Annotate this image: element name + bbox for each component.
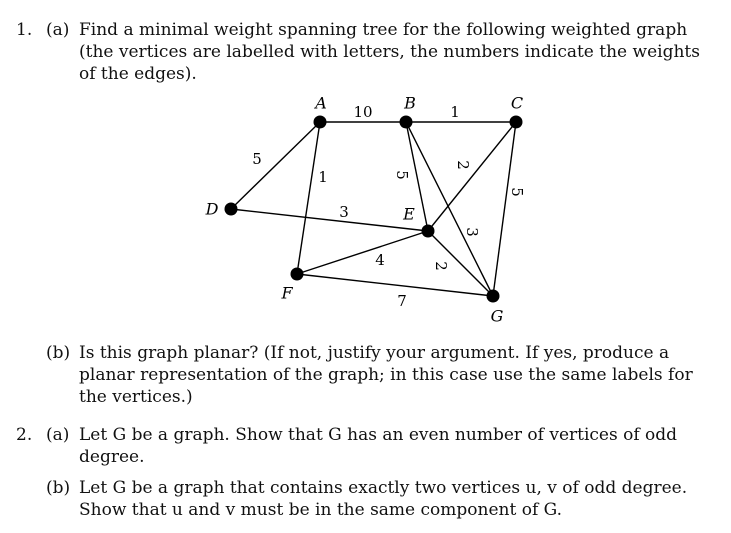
graph-labels xyxy=(205,94,526,326)
question-1a-text-line-2: (the vertices are labelled with letters, the numbers indicate the weights xyxy=(79,42,700,62)
vertex-label-G: G xyxy=(490,306,504,326)
edge-weight-C-G: 5 xyxy=(508,187,526,197)
vertex-G xyxy=(487,290,500,303)
edge-weight-A-D: 5 xyxy=(252,150,262,168)
question-1b-text-line-3: the vertices.) xyxy=(79,387,193,407)
edge-weight-B-G: 3 xyxy=(463,227,481,237)
vertex-A xyxy=(314,116,327,129)
vertex-B xyxy=(400,116,413,129)
edge-weight-A-B: 10 xyxy=(353,103,373,121)
edge-weight-F-G: 7 xyxy=(397,292,407,310)
question-2a-label: (a) xyxy=(46,425,70,445)
edge-E-F xyxy=(297,231,428,274)
vertex-label-F: F xyxy=(281,283,293,303)
edge-weight-D-E: 3 xyxy=(339,203,349,221)
question-2a-text-line-1: Let G be a graph. Show that G has an even number of vertices of odd xyxy=(79,425,678,445)
vertex-F xyxy=(291,268,304,281)
edge-weight-C-E: 2 xyxy=(454,160,472,170)
question-2b-label: (b) xyxy=(46,478,71,498)
question-2b-text-line-2: Show that u and v must be in the same component of G. xyxy=(79,500,563,520)
edge-weight-E-G: 2 xyxy=(432,261,450,271)
vertex-C xyxy=(510,116,523,129)
vertex-label-C: C xyxy=(510,93,524,113)
vertex-label-D: D xyxy=(205,199,219,219)
vertex-E xyxy=(422,225,435,238)
edge-C-G xyxy=(493,122,516,296)
question-2a-text-line-2: degree. xyxy=(79,447,145,467)
vertex-label-A: A xyxy=(315,93,327,113)
edge-F-G xyxy=(297,274,493,296)
vertex-label-B: B xyxy=(404,93,416,113)
edge-weight-B-E: 5 xyxy=(393,170,411,180)
edge-A-D xyxy=(231,122,320,209)
graph-vertices xyxy=(225,116,523,303)
question-1b-label: (b) xyxy=(46,343,71,363)
question-1a-text-line-1: Find a minimal weight spanning tree for the following weighted graph xyxy=(79,20,688,40)
question-2b-text-line-1: Let G be a graph that contains exactly two vertices u, v of odd degree. xyxy=(79,478,688,498)
question-1-number: 1. xyxy=(16,20,33,40)
edge-weight-A-F: 1 xyxy=(318,168,328,186)
edge-weight-E-F: 4 xyxy=(375,251,385,269)
question-1a-label: (a) xyxy=(46,20,70,40)
question-1b-text-line-1: Is this graph planar? (If not, justify your argument. If yes, produce a xyxy=(79,343,670,363)
question-1a-text-line-3: of the edges). xyxy=(79,64,197,84)
edge-weight-B-C: 1 xyxy=(450,103,460,121)
vertex-label-E: E xyxy=(403,204,415,224)
edge-C-E xyxy=(428,122,516,231)
edge-A-F xyxy=(297,122,320,274)
vertex-D xyxy=(225,203,238,216)
edge-D-E xyxy=(231,209,428,231)
graph-edges xyxy=(231,122,516,296)
question-1b-text-line-2: planar representation of the graph; in this case use the same labels for xyxy=(79,365,693,385)
question-2-number: 2. xyxy=(16,425,33,445)
